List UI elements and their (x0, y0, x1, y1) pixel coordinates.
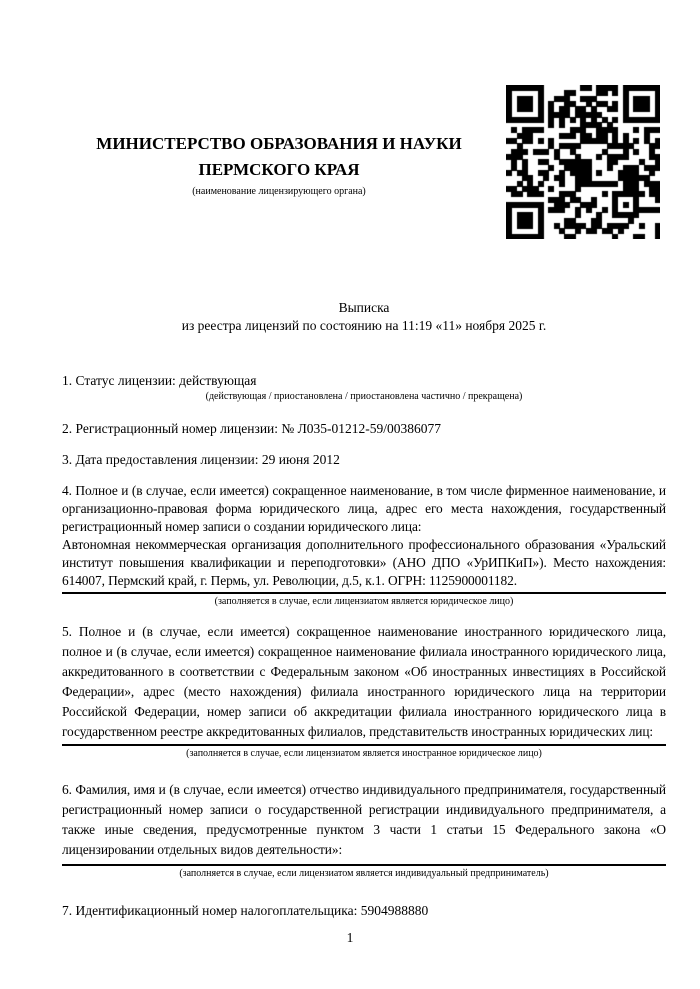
issuing-authority-caption: (наименование лицензирующего органа) (192, 186, 366, 197)
field-legal-entity-answer: Автономная некоммерческая организация дополнительного профессионального образования «Уральский институт повышения квалификации и переподготовки» (АНО ДПО «УрИПКиП»). Место нахождения: 614007, Пермский край, г. Пермь, ул. Революции, д.5, к.1. ОГРН: 1125900001182. (62, 537, 666, 588)
fill-in-rule-foreign-entity (62, 744, 666, 746)
field-license-status: 1. Статус лицензии: действующая (62, 373, 257, 388)
field-taxpayer-id: 7. Идентификационный номер налогоплательщика: 5904988880 (62, 903, 429, 918)
entrepreneur-caption: (заполняется в случае, если лицензиатом является индивидуальный предприниматель) (179, 868, 549, 879)
ministry-name-line1: МИНИСТЕРСТВО ОБРАЗОВАНИЯ И НАУКИ (96, 134, 462, 153)
page-number: 1 (346, 930, 354, 945)
fill-in-rule-legal-entity (62, 592, 666, 594)
document-title-line2: из реестра лицензий по состоянию на 11:19 «11» ноября 2025 г. (181, 317, 547, 333)
fill-in-rule-entrepreneur (62, 864, 666, 866)
qr-code (506, 85, 660, 239)
document-body (62, 299, 666, 920)
field-registration-number: 2. Регистрационный номер лицензии: № Л035-01212-59/00386077 (62, 421, 442, 436)
document-title (62, 299, 666, 334)
field-foreign-entity-question: 5. Полное и (в случае, если имеется) сокращенное наименование иностранного юридического лица, полное и (в случае, если имеется) сокращенное наименование филиала иностранного юридического лица, аккредитованного в соответствии с Федеральным законом «Об иностранных инвестициях в Российской Федерации», адрес (место нахождения) филиала иностранного юридического лица на территории Российской Федерации, номер записи об аккредитации филиала иностранного юридического лица в государственном реестре аккредитованных филиалов, представительств иностранных юридических лиц: (62, 624, 666, 739)
foreign-entity-caption: (заполняется в случае, если лицензиатом является иностранное юридическое лицо) (186, 748, 542, 759)
field-legal-entity-question: 4. Полное и (в случае, если имеется) сокращенное наименование, в том числе фирменное наименование, и организационно-правовая форма юридического лица, адрес его места нахождения, государственный регистрационный номер записи о создании юридического лица: (62, 483, 666, 534)
license-status-options-caption: (действующая / приостановлена / приостановлена частично / прекращена) (205, 391, 523, 402)
ministry-name-line2: ПЕРМСКОГО КРАЯ (198, 160, 360, 179)
field-entrepreneur-question: 6. Фамилия, имя и (в случае, если имеется) отчество индивидуального предпринимателя, государственный регистрационный номер записи о государственной регистрации индивидуального предпринимателя, а также иные сведения, предусмотренные пунктом 3 части 1 статьи 15 Федерального закона «О лицензировании отдельных видов деятельности»: (62, 782, 666, 857)
ministry-name (62, 131, 496, 183)
legal-entity-caption: (заполняется в случае, если лицензиатом является юридическое лицо) (214, 596, 514, 607)
field-license-grant-date: 3. Дата предоставления лицензии: 29 июня 2012 (62, 452, 340, 467)
issuing-authority-header (62, 131, 496, 198)
document-title-line1: Выписка (338, 300, 390, 315)
